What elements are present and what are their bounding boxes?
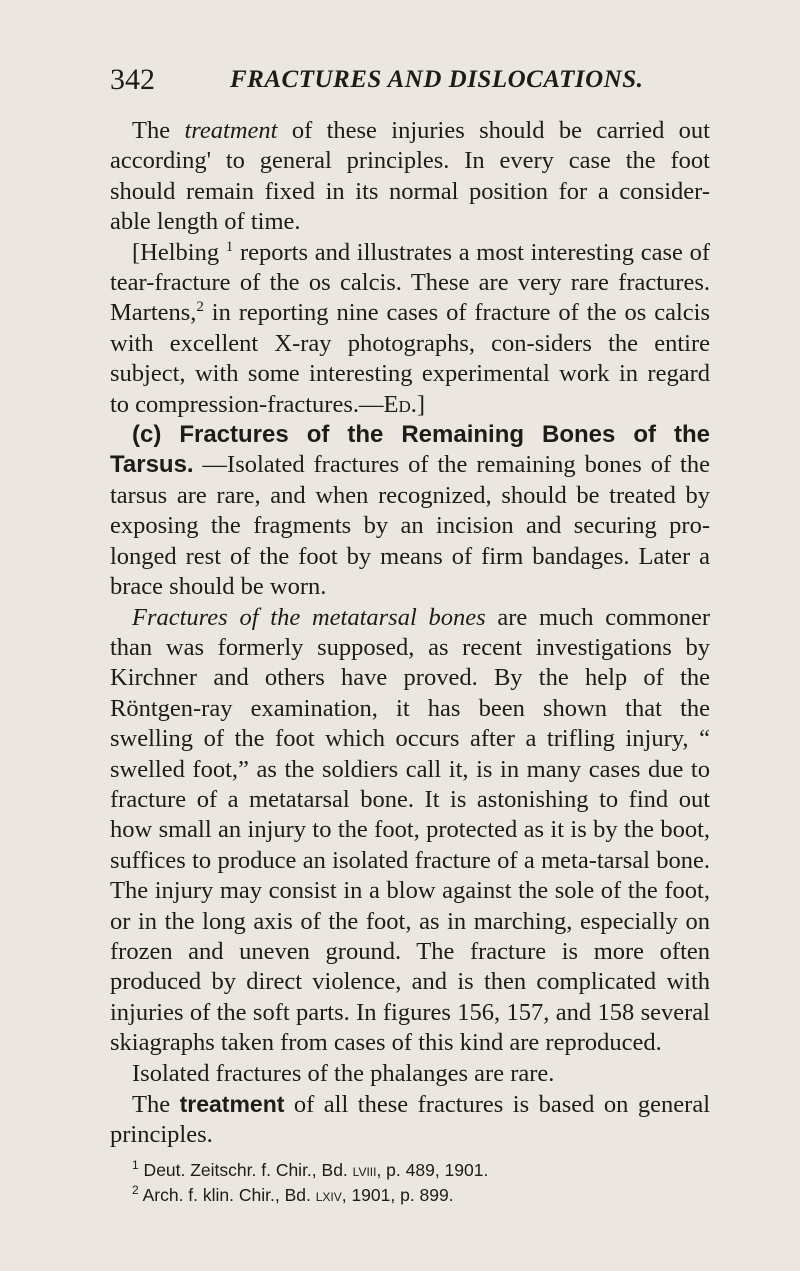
section-heading: (c) Fractures of the Remaining Bones of the Tarsus. xyxy=(110,421,710,479)
paragraph-treatment-general xyxy=(110,1089,710,1151)
bold-term: treatment xyxy=(179,1091,285,1117)
footnote xyxy=(110,1158,710,1183)
text-run: The xyxy=(132,1091,180,1118)
body-text xyxy=(110,116,710,1151)
text-run: Arch. f. klin. Chir., Bd. xyxy=(138,1185,316,1205)
text-run: of these injuries should be carried out according' to general principles. In every case the foot should remain fixed in its normal position for a consider-able length of time. xyxy=(110,117,710,236)
footnote-ref: 1 xyxy=(225,238,234,255)
text-run: Deut. Zeitschr. f. Chir., Bd. xyxy=(138,1160,353,1180)
text-run: —Isolated fractures of the remaining bones of the tarsus are rare, and when recognized, should be treated by exposing the fragments by an incision and securing pro-longed rest of the foot by means of firm bandages. Later a brace should be worn. xyxy=(110,451,710,601)
volume-number: lxiv xyxy=(315,1185,342,1205)
text-run: , p. 489, 1901. xyxy=(376,1160,489,1180)
text-run: of all these fractures is based on general principles. xyxy=(110,1091,711,1149)
page-header xyxy=(110,62,710,98)
paragraph-treatment xyxy=(110,116,710,238)
text-run: [Helbing xyxy=(132,238,226,266)
italic-term: Fractures of the metatarsal bones xyxy=(132,603,486,631)
footnote-number: 2 xyxy=(132,1183,139,1198)
paragraph-editor-note xyxy=(110,238,710,420)
text-run: ] xyxy=(416,390,426,418)
text-run: are much commoner than was formerly supposed, as recent investigations by Kirchner and others have proved. By the help of the Röntgen-ray examination, it has been shown that the swelling of the foot which occurs after a trifling injury, “ swelled foot,” as the soldiers call it, is in many cases due to fracture of a metatarsal bone. It is astonishing to find out how small an injury to the foot, protected as it is by the boot, suffices to produce an isolated fracture of a meta-tarsal bone. The injury may consist in a blow against the sole of the foot, or in the long axis of the foot, as in marching, especially on frozen and uneven ground. The fracture is more often produced by direct violence, and is then complicated with injuries of the soft parts. In figures 156, 157, and 158 several skiagraphs taken from cases of this kind are reproduced. xyxy=(110,603,711,1057)
text-run: The xyxy=(132,117,185,144)
italic-term: treatment xyxy=(184,117,278,144)
running-head: FRACTURES AND DISLOCATIONS. xyxy=(230,66,644,93)
paragraph-phalanges: Isolated fractures of the phalanges are rare. xyxy=(132,1059,555,1087)
footnote-ref: 2 xyxy=(196,299,204,316)
text-run: in reporting nine cases of fracture of the os calcis with excellent X-ray photographs, con-siders the entire subject, with some interesting experimental work in regard to compression-fractures.— xyxy=(110,299,710,418)
editor-mark: Ed. xyxy=(383,390,417,418)
footnote-number: 1 xyxy=(132,1158,139,1173)
paragraph-tarsus xyxy=(110,420,710,602)
page-number: 342 xyxy=(110,63,155,96)
footnote xyxy=(110,1183,710,1208)
text-run: reports and illustrates a most interesting case of tear-fracture of the os calcis. These are very rare fractures. Martens, xyxy=(110,238,710,327)
text-run: , 1901, p. 899. xyxy=(341,1185,454,1205)
footnotes xyxy=(110,1158,710,1208)
paragraph-metatarsal xyxy=(110,603,710,1059)
volume-number: lviii xyxy=(352,1160,377,1180)
